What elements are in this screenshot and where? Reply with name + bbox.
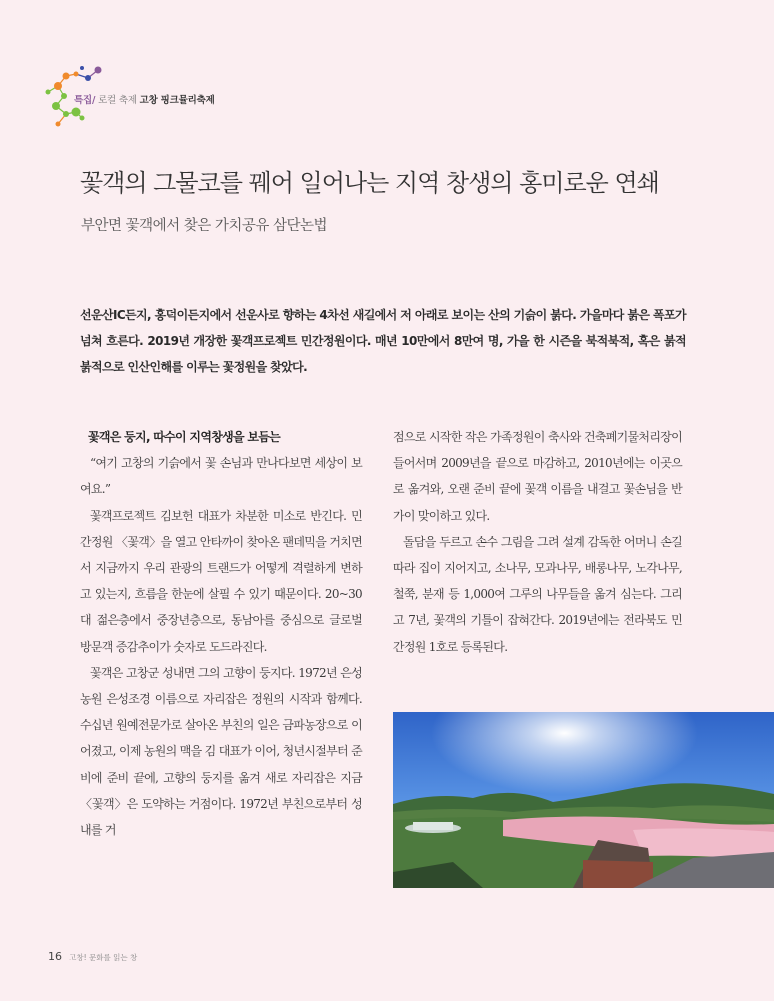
paragraph: 꽃객은 고창군 성내면 그의 고향이 둥지다. 1972년 은성농원 은성조경 이름으로 자리잡은 정원의 시작과 함께다. 수십년 원예전문가로 살아온 부친의 일은 금파농장으로 이어졌고, 이제 농원의 맥을 김 대표가 이어, 청년시절부터 준비에 준비 끝에, 고향의 둥지를 옮겨 새로 자리잡은 지금 〈꽃객〉은 도약하는 거점이다. 1972년 부친으로부터 성내를 거 — [80, 665, 362, 838]
section-label: 특집/ — [74, 95, 96, 106]
lead-paragraph: 선운산IC든지, 홍덕이든지에서 선운사로 향하는 4차선 새길에서 저 아래로 보이는 산의 기슭이 붉다. 가을마다 붉은 폭포가 넘쳐 흐른다. 2019년 개장한 꽃객프로젝트 민간정원이다. 매년 10만에서 8만여 명, 가을 한 시즌을 북적북적, 혹은 붉적붉적으로 인산인해를 이루는 꽃정원을 찾았다. — [80, 308, 686, 374]
topic-label: 고창 핑크뮬리축제 — [139, 95, 215, 106]
paragraph: “여기 고창의 기슭에서 꽃 손님과 만나다보면 세상이 보여요.” — [80, 456, 362, 497]
publication-name: 고창! 문화를 읽는 창 — [69, 953, 138, 962]
article-subtitle: 부안면 꽃객에서 찾은 가치공유 삼단논법 — [81, 218, 328, 234]
section-tag — [74, 92, 215, 106]
paragraph: 점으로 시작한 작은 가족정원이 축사와 건축폐기물처리장이 들어서며 2009년을 끝으로 마감하고, 2010년에는 이곳으로 옮겨와, 오랜 준비 끝에 꽃객 이름을 내걸고 꽃손님을 반가이 맞이하고 있다. — [393, 430, 682, 523]
left-column — [80, 424, 362, 843]
article-title: 꽃객의 그물코를 꿰어 일어나는 지역 창생의 홍미로운 연쇄 — [80, 169, 659, 197]
paragraph: 꽃객프로젝트 김보헌 대표가 차분한 미소로 반긴다. 민간정원 〈꽃객〉을 열고 안타까이 찾아온 팬데믹을 거치면서 지금까지 우리 관광의 트랜드가 어떻게 격렬하게 변하고 있는지, 흐름을 한눈에 살필 수 있기 때문이다. 20~30대 젊은층에서 중장년층으로, 동남아를 중심으로 글로벌 방문객 증감추이가 숫자로 도드라진다. — [80, 508, 362, 654]
section-heading: 꽃객은 둥지, 따수이 지역창생을 보듬는 — [88, 430, 281, 444]
right-column — [393, 424, 682, 660]
category-label: 로컬 축제 — [98, 95, 137, 106]
page-number: 16 — [48, 950, 62, 963]
paragraph: 돌담을 두르고 손수 그림을 그려 설계 감독한 어머니 손길 따라 집이 지어지고, 소나무, 모과나무, 배롱나무, 노각나무, 철쭉, 분재 등 1,000여 그루의 나무들을 옮겨 심는다. 그리고 7년, 꽃객의 기틀이 잡혀간다. 2019년에는 전라북도 민간정원 1호로 등록된다. — [393, 534, 682, 654]
page-footer — [48, 945, 137, 964]
garden-panorama-photo — [393, 712, 774, 888]
